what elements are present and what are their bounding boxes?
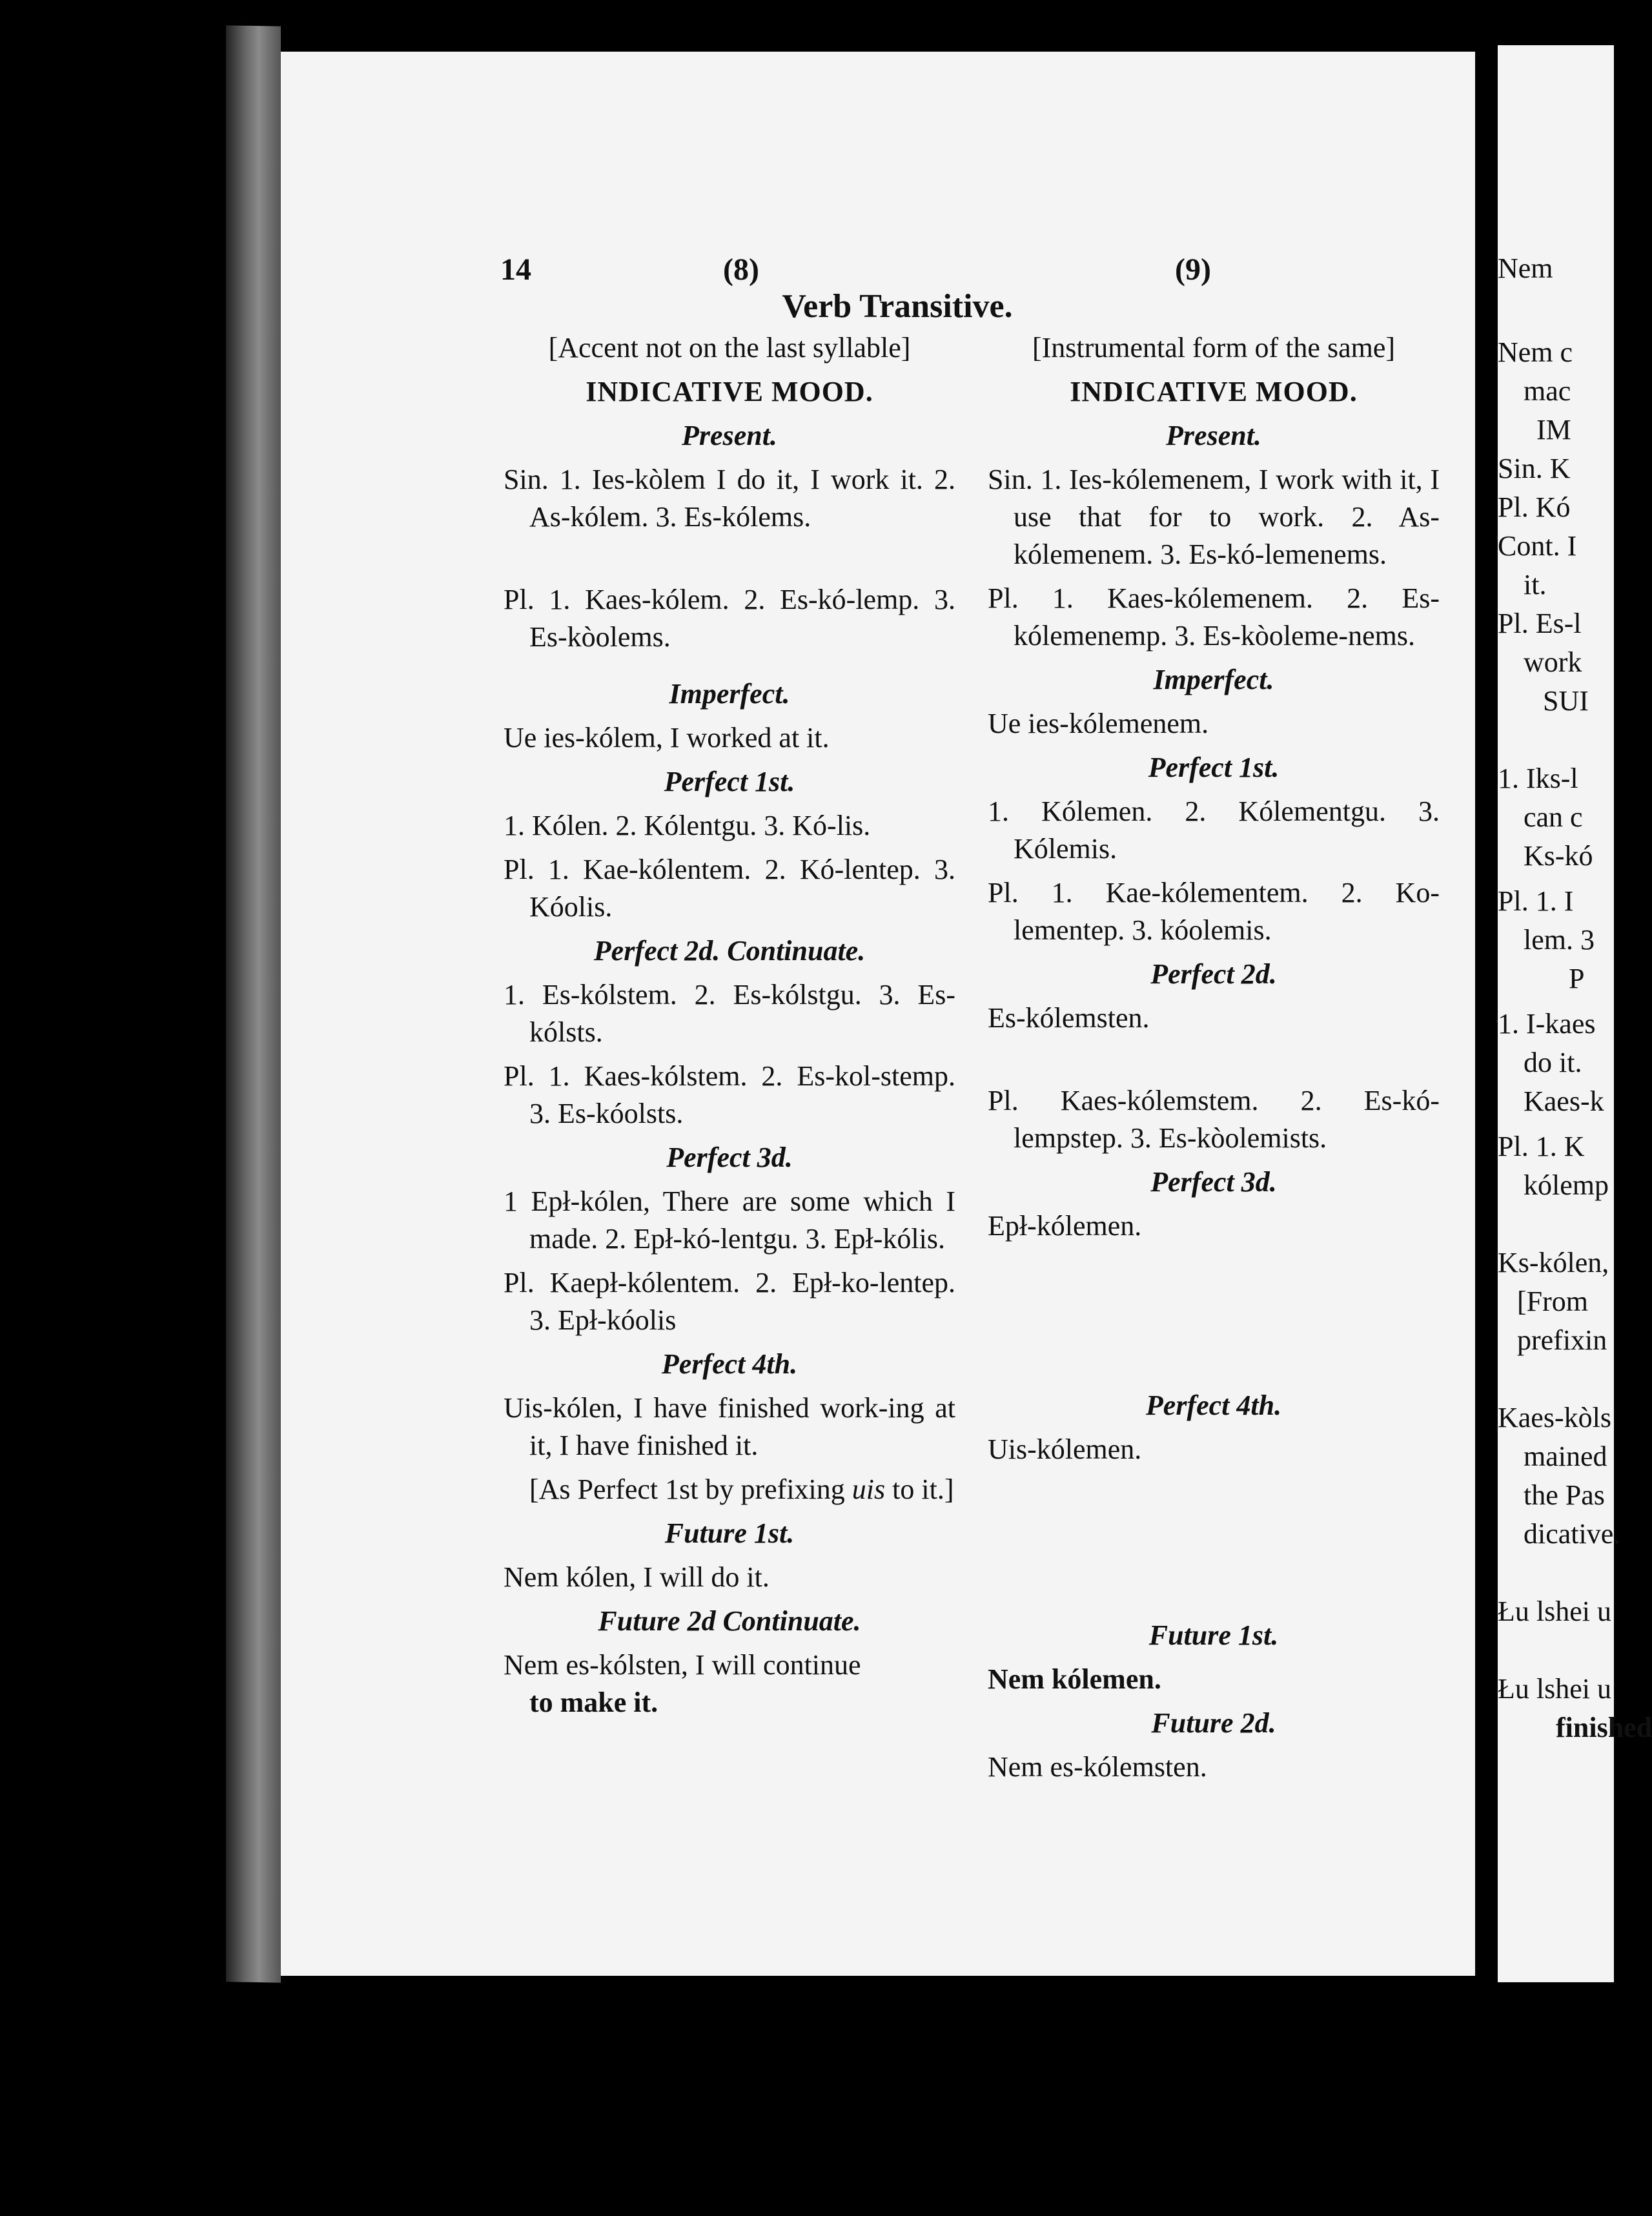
- fragment-text: Ks-kólen,: [1498, 1247, 1609, 1278]
- fragment-text: P: [1569, 963, 1585, 994]
- fragment-text: finished: [1556, 1712, 1652, 1743]
- paradigm-line: to make it.: [529, 1687, 658, 1718]
- paradigm-line: Nem kólen, I will do it.: [504, 1561, 770, 1593]
- column-note: [Accent not on the last syllable]: [548, 332, 911, 364]
- tense-label: Imperfect.: [1153, 664, 1274, 695]
- fragment-text: SUI: [1543, 685, 1589, 717]
- fragment-text: Pl. Es-l: [1498, 608, 1582, 639]
- paradigm-line: Epł-kólemen.: [988, 1210, 1142, 1242]
- fragment-text: Łu lshei u: [1498, 1673, 1611, 1705]
- paradigm-line: Sin. 1. Ies-kólemenem, I work with it, I use that for to work. 2. As-kólemenem. 3. Es-kó-lemenems.: [988, 464, 1440, 570]
- fragment-text: Łu lshei u: [1498, 1595, 1611, 1627]
- fragment-text: Kaes-k: [1524, 1085, 1604, 1117]
- paradigm-line: Pl. 1. Kaes-kólem. 2. Es-kó-lemp. 3. Es-kòolems.: [504, 584, 955, 653]
- fragment-text: IM: [1536, 414, 1571, 446]
- fragment-text: kólemp: [1524, 1169, 1609, 1201]
- paradigm-line: 1. Kólemen. 2. Kólementgu. 3. Kólemis.: [988, 795, 1440, 865]
- tense-label: Future 1st.: [1148, 1619, 1279, 1651]
- fragment-text: Kaes-kòls: [1498, 1402, 1611, 1433]
- fragment-text: prefixin: [1517, 1324, 1607, 1356]
- paradigm-line: 1. Kólen. 2. Kólentgu. 3. Kó-lis.: [504, 810, 871, 841]
- tense-label: Perfect 4th.: [1145, 1390, 1282, 1421]
- mood-heading: INDICATIVE MOOD.: [586, 376, 873, 407]
- tense-label: Perfect 2d.: [1150, 958, 1277, 990]
- fragment-text: Pl. Kó: [1498, 491, 1571, 523]
- tense-label: Imperfect.: [669, 678, 790, 710]
- paradigm-line: 1. Es-kólstem. 2. Es-kólstgu. 3. Es-kólsts.: [504, 979, 955, 1048]
- fragment-text: the Pas: [1524, 1479, 1605, 1511]
- paradigm-note: [As Perfect 1st by prefixing uis to it.]: [529, 1473, 954, 1505]
- tense-label: Perfect 3d.: [1150, 1166, 1277, 1198]
- fragment-text: Ks-kó: [1524, 840, 1593, 872]
- paradigm-line: Uis-kólen, I have finished work-ing at it, I have finished it.: [504, 1392, 955, 1461]
- tense-label: Present.: [1166, 420, 1261, 451]
- fragment-text: Pl. 1. I: [1498, 885, 1574, 917]
- paradigm-line: Pl. 1. Kaes-kólstem. 2. Es-kol-stemp. 3. Es-kóolsts.: [504, 1060, 955, 1129]
- fragment-text: 1. I-kaes: [1498, 1008, 1596, 1040]
- paradigm-line: Sin. 1. Ies-kòlem I do it, I work it. 2. As-kólem. 3. Es-kólems.: [504, 464, 955, 533]
- paradigm-line: Nem kólemen.: [988, 1663, 1161, 1695]
- tense-label: Future 1st.: [664, 1517, 795, 1549]
- paradigm-line: Nem es-kólsten, I will continue: [504, 1649, 861, 1681]
- fragment-text: dicative.: [1524, 1518, 1621, 1550]
- paradigm-line: Ue ies-kólem, I worked at it.: [504, 722, 830, 754]
- fragment-text: Sin. K: [1498, 453, 1571, 484]
- tense-label: Future 2d Continuate.: [598, 1605, 861, 1637]
- paradigm-line: Pl. Kaes-kólemstem. 2. Es-kó-lempstep. 3. Es-kòolemists.: [988, 1085, 1440, 1154]
- paradigm-line: 1 Epł-kólen, There are some which I made. 2. Epł-kó-lentgu. 3. Epł-kólis.: [504, 1185, 955, 1255]
- fragment-text: 1. Iks-l: [1498, 763, 1578, 794]
- tense-label: Perfect 2d. Continuate.: [593, 935, 866, 967]
- tense-label: Future 2d.: [1151, 1707, 1276, 1739]
- fragment-text: Cont. I: [1498, 530, 1577, 562]
- paradigm-line: Es-kólemsten.: [988, 1002, 1150, 1034]
- fragment-text: mac: [1524, 375, 1571, 407]
- adjacent-page-edge: [1498, 45, 1652, 1982]
- fragment-text: do it.: [1524, 1047, 1582, 1078]
- paradigm-line: Pl. 1. Kae-kólentem. 2. Kó-lentep. 3. Kóolis.: [504, 854, 955, 923]
- fragment-text: work: [1524, 646, 1582, 678]
- fragment-text: [From: [1517, 1286, 1588, 1317]
- page-number: 14: [500, 252, 531, 287]
- mood-heading: INDICATIVE MOOD.: [1070, 376, 1358, 407]
- page-header: [281, 252, 1475, 291]
- left-column: [504, 329, 955, 1728]
- right-column-number: (9): [1175, 252, 1211, 287]
- tense-label: Perfect 3d.: [666, 1142, 793, 1173]
- paradigm-line: Pl. 1. Kae-kólementem. 2. Ko-lementep. 3. kóolemis.: [988, 877, 1440, 946]
- book-binding: [226, 25, 281, 1982]
- page-title: Verb Transitive.: [782, 288, 1013, 325]
- book-page: [281, 52, 1475, 1976]
- right-column: [988, 329, 1440, 1792]
- tense-label: Perfect 4th.: [661, 1348, 798, 1380]
- paradigm-line: Uis-kólemen.: [988, 1433, 1142, 1465]
- fragment-text: Pl. 1. K: [1498, 1131, 1585, 1162]
- fragment-text: can c: [1524, 801, 1583, 833]
- paradigm-line: Pl. Kaepł-kólentem. 2. Epł-ko-lentep. 3. Epł-kóolis: [504, 1267, 955, 1336]
- fragment-text: Nem c: [1498, 336, 1573, 368]
- paradigm-line: Pl. 1. Kaes-kólemenem. 2. Es-kólemenemp. 3. Es-kòoleme-nems.: [988, 582, 1440, 651]
- paradigm-line: Ue ies-kólemenem.: [988, 708, 1209, 739]
- tense-label: Perfect 1st.: [664, 766, 795, 797]
- fragment-text: mained: [1524, 1441, 1607, 1472]
- paradigm-line: Nem es-kólemsten.: [988, 1751, 1207, 1783]
- tense-label: Perfect 1st.: [1148, 752, 1280, 783]
- left-column-number: (8): [723, 252, 759, 287]
- fragment-text: lem. 3: [1524, 924, 1595, 956]
- fragment-text: Nem: [1498, 252, 1553, 284]
- tense-label: Present.: [682, 420, 777, 451]
- column-note: [Instrumental form of the same]: [1032, 332, 1396, 364]
- fragment-text: it.: [1524, 569, 1547, 600]
